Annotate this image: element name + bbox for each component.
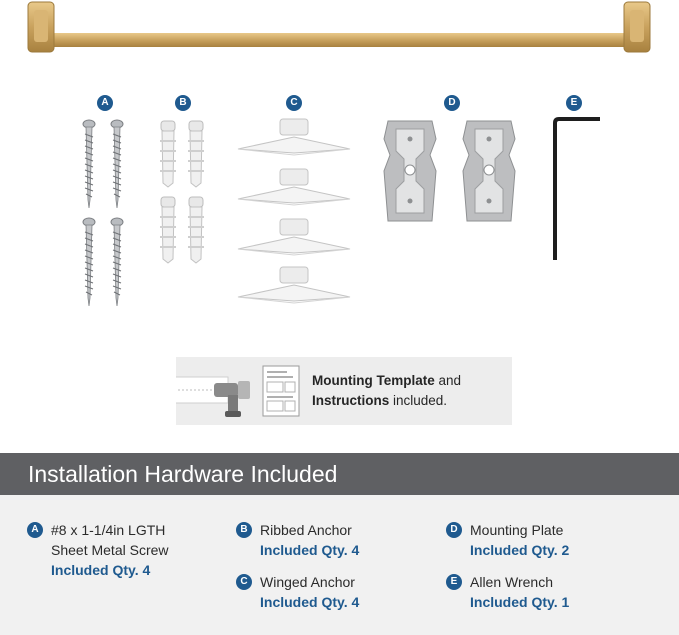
allen-wrench-icon [555,119,598,258]
item-name-e: Allen Wrench [470,574,554,590]
winged-anchor-icon [238,267,350,303]
item-badge-c: C [236,574,252,590]
ribbed-anchor-icon [188,121,204,187]
list-item-e [450,572,570,612]
template-promo-text [312,371,507,411]
part-badge-e: E [566,95,582,111]
hardware-banner [0,453,679,495]
item-name-c: Winged Anchor [260,574,355,590]
item-name-b: Ribbed Anchor [260,522,352,538]
hardware-list [0,495,679,635]
promo-text-2: included. [389,393,448,408]
promo-text-1: and [434,373,462,388]
item-badge-e: E [446,574,462,590]
ribbed-anchor-icon [188,197,204,263]
template-promo-box [176,357,512,425]
promo-bold-2: Instructions [312,393,390,408]
item-qty-b: Included Qty. 4 [260,542,360,558]
winged-anchor-icon [238,169,350,205]
hardware-parts-image [0,115,679,315]
item-qty-c: Included Qty. 4 [260,594,360,610]
item-badge-d: D [446,522,462,538]
list-item-c [240,572,360,612]
list-item-d [450,520,570,560]
banner-title: Installation Hardware Included [28,461,338,487]
screw-icon [111,120,123,208]
item-qty-d: Included Qty. 2 [470,542,570,558]
list-item-b [240,520,360,560]
item-badge-a: A [27,522,43,538]
mounting-plate-icon [384,121,436,221]
item-name-d: Mounting Plate [470,522,564,538]
part-badge-b: B [175,95,191,111]
item-name-a-line2: Sheet Metal Screw [51,542,169,558]
ribbed-anchor-icon [160,121,176,187]
promo-bold-1: Mounting Template [312,373,435,388]
screw-icon [111,218,123,306]
screw-icon [83,120,95,208]
item-qty-e: Included Qty. 1 [470,594,570,610]
list-item-a [31,520,169,580]
part-badge-d: D [444,95,460,111]
item-qty-a: Included Qty. 4 [51,562,151,578]
instruction-sheet-icon [262,365,300,417]
item-name-a-line1: #8 x 1-1/4in LGTH [51,522,166,538]
towel-bar-image [0,0,679,60]
screw-icon [83,218,95,306]
part-badge-a: A [97,95,113,111]
ribbed-anchor-icon [160,197,176,263]
part-badge-c: C [286,95,302,111]
item-badge-b: B [236,522,252,538]
winged-anchor-icon [238,119,350,155]
mounting-plate-icon [463,121,515,221]
winged-anchor-icon [238,219,350,255]
